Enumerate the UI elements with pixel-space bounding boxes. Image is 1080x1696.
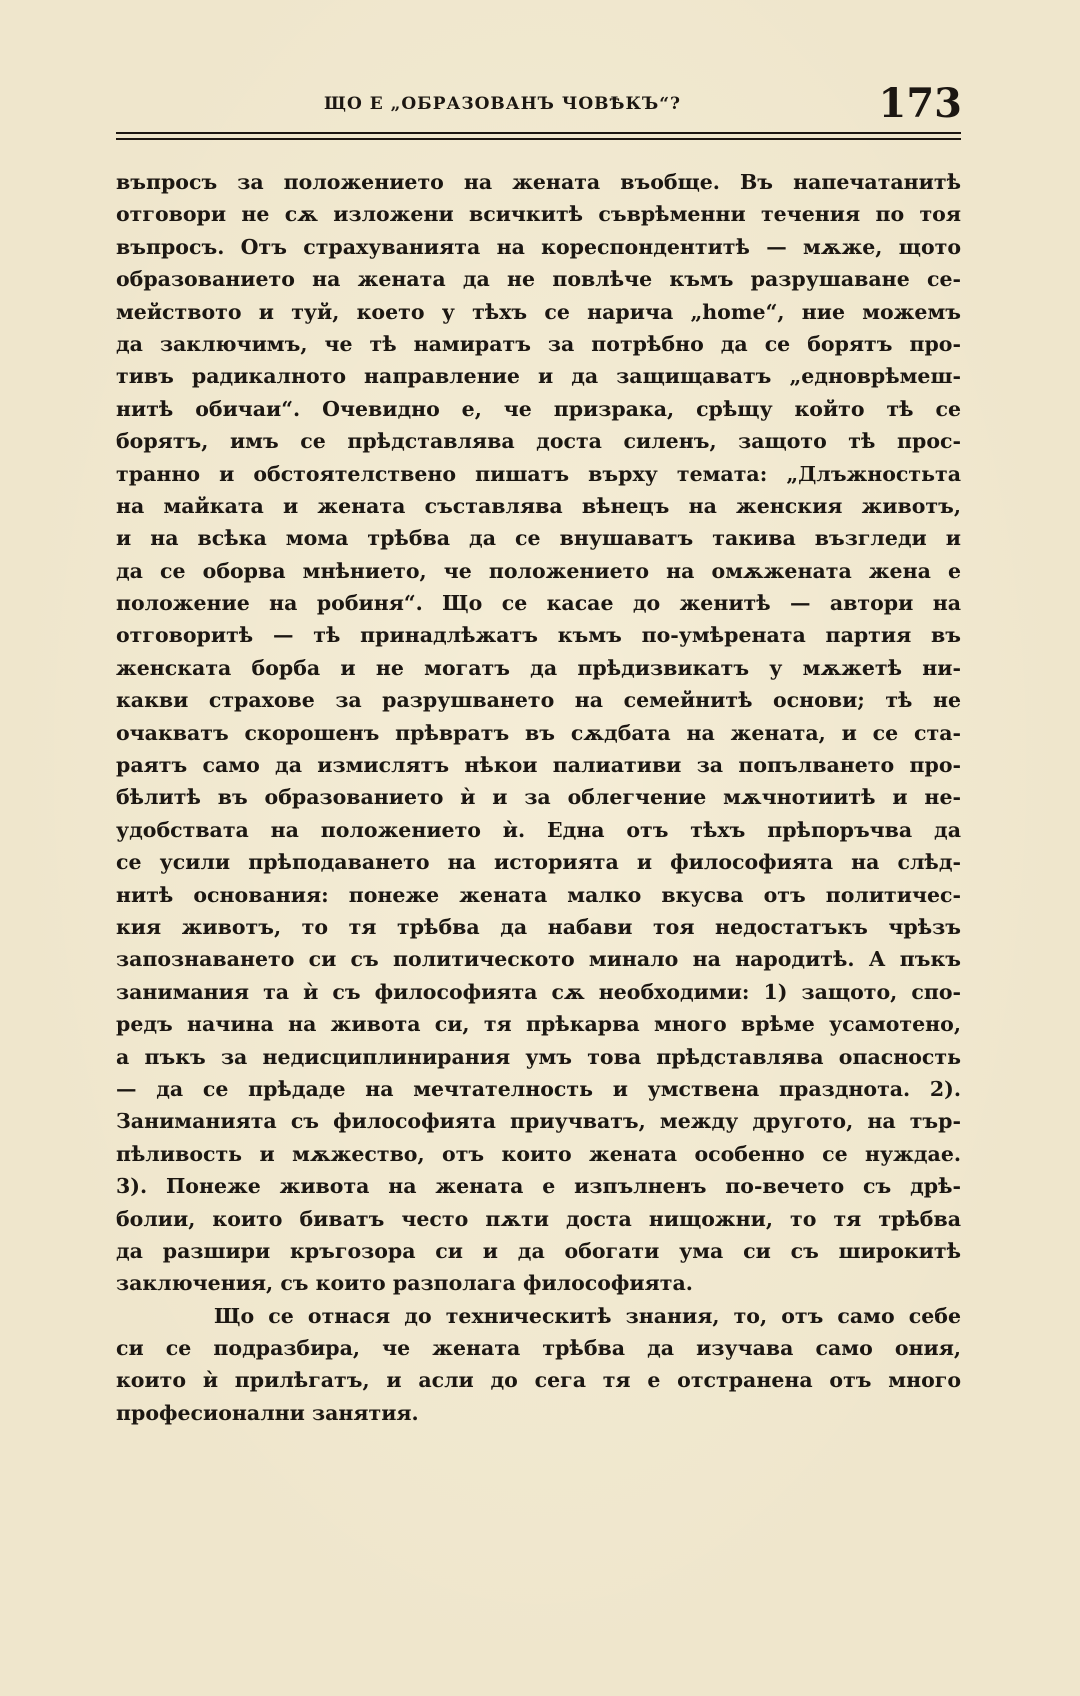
running-title: ЩО Е „ОБРАЗОВАНЪ ЧОВѢКЪ“?	[324, 94, 681, 114]
text-line: транно и обстоятелствено пишатъ върху темата: „Длъжностьта	[116, 461, 961, 486]
paragraph-1	[116, 166, 961, 1300]
text-line: да разшири кръгозора си и да обогати ума си съ широкитѣ	[116, 1238, 961, 1263]
body-text	[116, 166, 961, 1429]
text-line: си се подразбира, че жената трѣбва да изучава само ония,	[116, 1336, 961, 1361]
text-line: мейството и туй, което у тѣхъ се нарича „home“, ние можемъ	[116, 299, 961, 324]
text-line: запознаването си съ политическото минало на народитѣ. А пъкъ	[116, 947, 961, 972]
text-line: на майката и жената съставлява вѣнецъ на женския животъ,	[116, 493, 961, 518]
text-line: да се оборва мнѣнието, че положението на омѫжената жена е	[116, 558, 961, 583]
text-line: въпросъ за положението на жената въобще. Въ напечатанитѣ	[116, 170, 961, 194]
text-line: раятъ само да измислятъ нѣкои палиативи за попълването про-	[116, 753, 961, 778]
text-line: и на всѣка мома трѣбва да се внушаватъ такива възгледи и	[116, 526, 961, 551]
header-rule-top	[116, 132, 961, 134]
text-line: отговоритѣ — тѣ принадлѣжатъ къмъ по-умѣрената партия въ	[116, 623, 961, 648]
text-line: тивъ радикалното направление и да защищаватъ „едноврѣмеш-	[116, 364, 961, 389]
paragraph-2	[116, 1300, 961, 1430]
text-line: Заниманията съ философията приучватъ, между другото, на тър-	[116, 1109, 961, 1134]
header-rule-bottom	[116, 138, 961, 140]
text-line: нитѣ основания: понеже жената малко вкусва отъ политичес-	[116, 882, 961, 907]
text-line: въпросъ. Отъ страхуванията на кореспондентитѣ — мѫже, щото	[116, 234, 961, 259]
text-line: се усили прѣподаването на историята и философията на слѣд-	[116, 850, 961, 875]
text-line: редъ начина на живота си, тя прѣкарва много врѣме усамотено,	[116, 1012, 961, 1037]
text-line: занимания та ѝ съ философията сѫ необходими: 1) защото, спо-	[116, 979, 961, 1004]
text-line: какви страхове за разрушването на семейнитѣ основи; тѣ не	[116, 688, 961, 713]
text-line: пѣливость и мѫжество, отъ които жената особенно се нуждае.	[116, 1141, 961, 1166]
text-line: заключения, съ които разполага философията.	[116, 1271, 693, 1296]
running-head	[120, 80, 962, 130]
text-line: бѣлитѣ въ образованието ѝ и за облегчение мѫчнотиитѣ и не-	[116, 785, 961, 810]
text-line: удобствата на положението ѝ. Една отъ тѣхъ прѣпоръчва да	[116, 817, 961, 842]
text-line: болии, които биватъ често пѫти доста нищожни, то тя трѣбва	[116, 1206, 961, 1231]
text-line: борятъ, имъ се прѣдставлява доста силенъ, защото тѣ прос-	[116, 429, 961, 454]
page-number: 173	[878, 80, 962, 127]
text-line: да заключимъ, че тѣ намиратъ за потрѣбно да се борятъ про-	[116, 331, 961, 356]
text-line: кия животъ, то тя трѣбва да набави тоя недостатъкъ чрѣзъ	[116, 914, 961, 939]
text-line: професионални занятия.	[116, 1400, 419, 1425]
text-line: женската борба и не могатъ да прѣдизвикатъ у мѫжетѣ ни-	[116, 655, 961, 680]
text-line: очакватъ скорошенъ прѣвратъ въ сѫдбата на жената, и се ста-	[116, 720, 961, 745]
text-line: нитѣ обичаи“. Очевидно е, че призрака, срѣщу който тѣ се	[116, 396, 961, 421]
text-line: а пъкъ за недисциплинирания умъ това прѣдставлява опасность	[116, 1044, 961, 1069]
text-line: Що се отнася до техническитѣ знания, то, отъ само себе	[214, 1303, 961, 1328]
text-line: отговори не сѫ изложени всичкитѣ съврѣменни течения по тоя	[116, 202, 961, 227]
text-line: 3). Понеже живота на жената е изпълненъ по-вечето съ дрѣ-	[116, 1174, 961, 1199]
text-line: — да се прѣдаде на мечтателность и умствена празднота. 2).	[116, 1076, 961, 1101]
text-line: които ѝ прилѣгатъ, и асли до сега тя е отстранена отъ много	[116, 1368, 961, 1393]
text-line: положение на робиня“. Що се касае до женитѣ — автори на	[116, 591, 961, 616]
text-line: образованието на жената да не повлѣче къмъ разрушаване се-	[116, 267, 961, 292]
